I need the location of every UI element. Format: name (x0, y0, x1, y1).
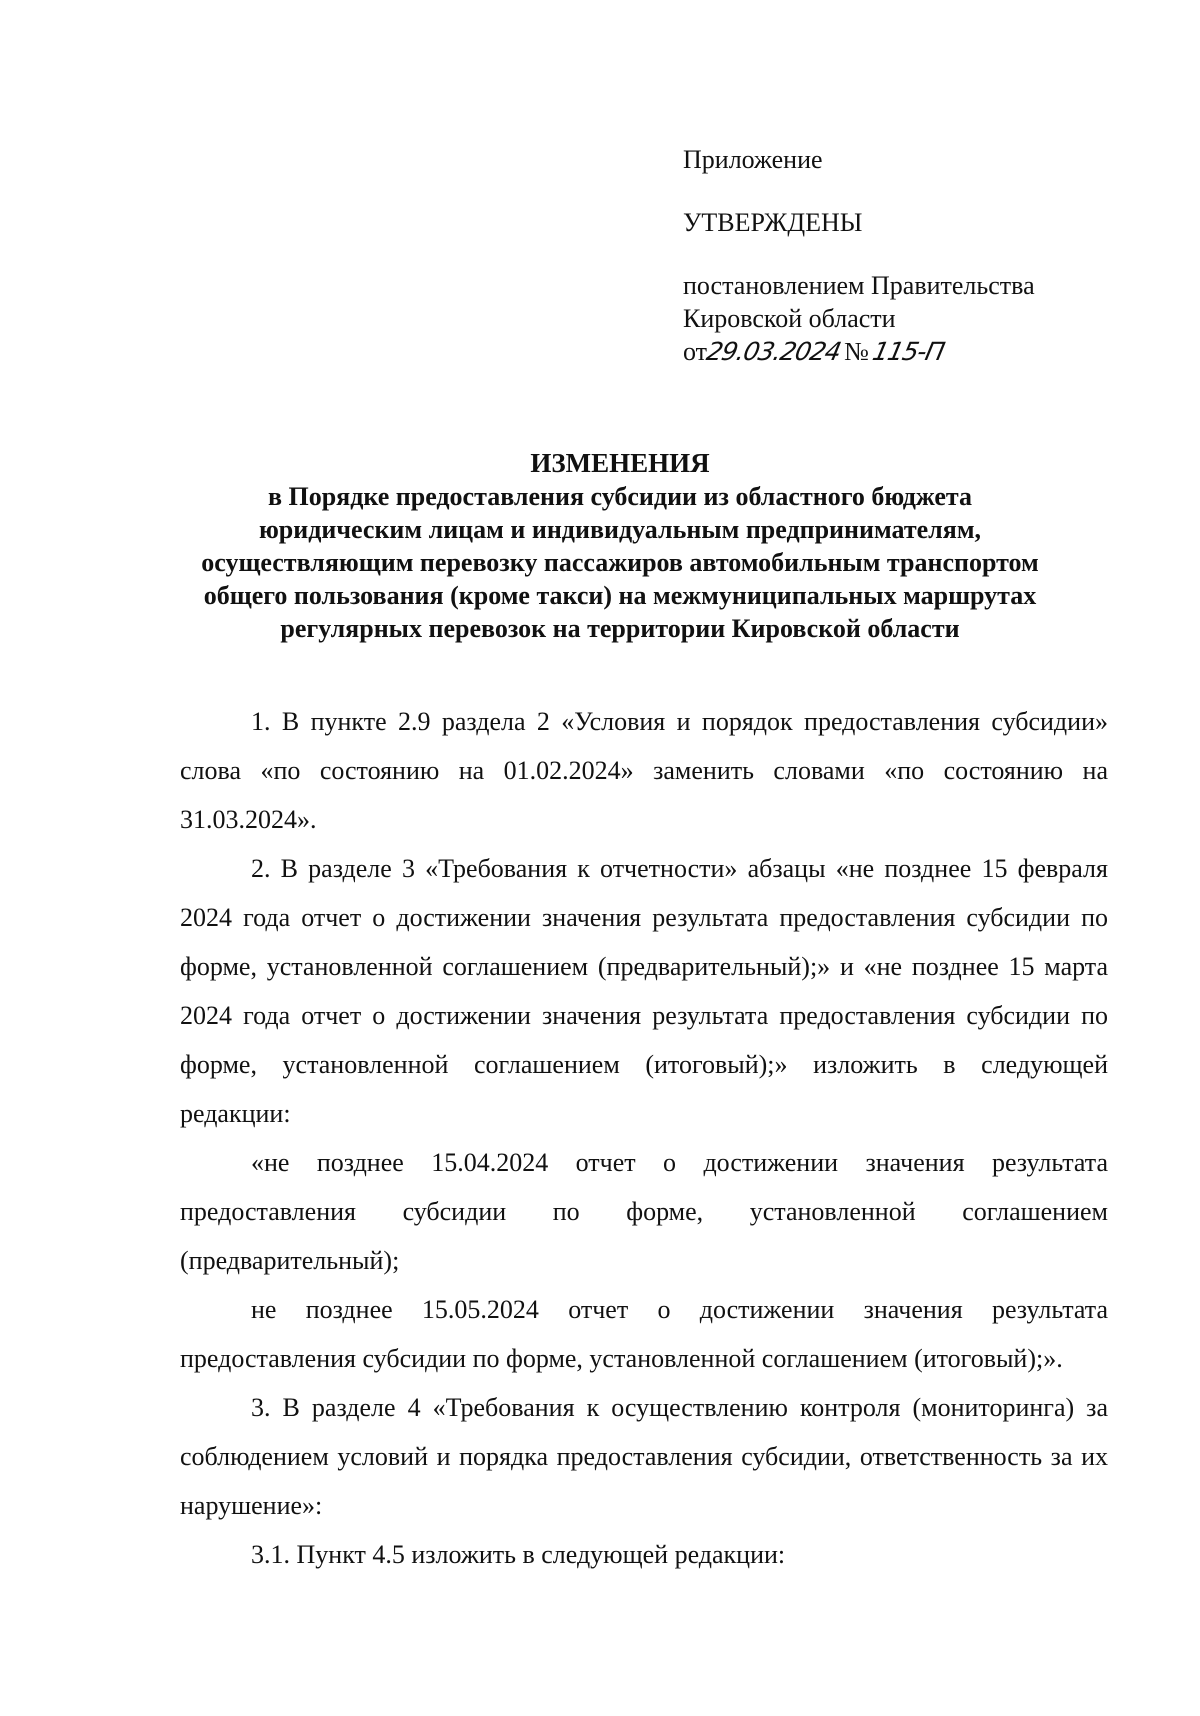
title-line: общего пользования (кроме такси) на межмуниципальных маршрутах (203, 581, 1037, 610)
handwritten-date: 29.03.2024 (703, 337, 844, 366)
document-body (180, 697, 1108, 1579)
paragraph-2-quote-2: не позднее 15.05.2024 отчет о достижении значения результата предоставления субсидии по форме, установленной соглашением (итоговый);». (180, 1295, 1108, 1373)
paragraph-2: 2. В разделе 3 «Требования к отчетности» абзацы «не позднее 15 февраля 2024 года отчет о достижении значения результата предоставления субсидии по форме, установленной соглашением (предварительный);» и «не позднее 15 марта 2024 года отчет о достижении значения результата предоставления субсидии по форме, установленной соглашением (итоговый);» изложить в следующей редакции: (180, 854, 1108, 1128)
title-line: юридическим лицам и индивидуальным предпринимателям, (258, 515, 982, 544)
from-prefix: от (683, 337, 708, 366)
decree-date-number-line (683, 335, 1163, 368)
handwritten-number: 115-П (869, 337, 947, 366)
title-line: осуществляющим перевозку пассажиров автомобильным транспортом (201, 548, 1039, 577)
title-line: в Порядке предоставления субсидии из областного бюджета (267, 482, 973, 511)
title-line: регулярных перевозок на территории Кировской области (280, 614, 960, 643)
title-main: ИЗМЕНЕНИЯ (530, 448, 710, 478)
document-title (120, 447, 1120, 645)
paragraph-3-1: 3.1. Пункт 4.5 изложить в следующей редакции: (251, 1540, 786, 1569)
appendix-label: Приложение (683, 145, 823, 174)
paragraph-2-quote-1: «не позднее 15.04.2024 отчет о достижении значения результата предоставления субсидии по форме, установленной соглашением (предварительный); (180, 1148, 1108, 1275)
paragraph-3: 3. В разделе 4 «Требования к осуществлению контроля (мониторинга) за соблюдением условий и порядка предоставления субсидии, ответственность за их нарушение»: (180, 1393, 1108, 1520)
approved-label: УТВЕРЖДЕНЫ (683, 208, 863, 237)
number-sign: № (844, 337, 869, 366)
approval-header (683, 143, 1163, 368)
decree-line-1: постановлением Правительства (683, 271, 1035, 300)
decree-line-2: Кировской области (683, 304, 896, 333)
paragraph-1: 1. В пункте 2.9 раздела 2 «Условия и порядок предоставления субсидии» слова «по состоянию на 01.02.2024» заменить словами «по состоянию на 31.03.2024». (180, 707, 1108, 834)
